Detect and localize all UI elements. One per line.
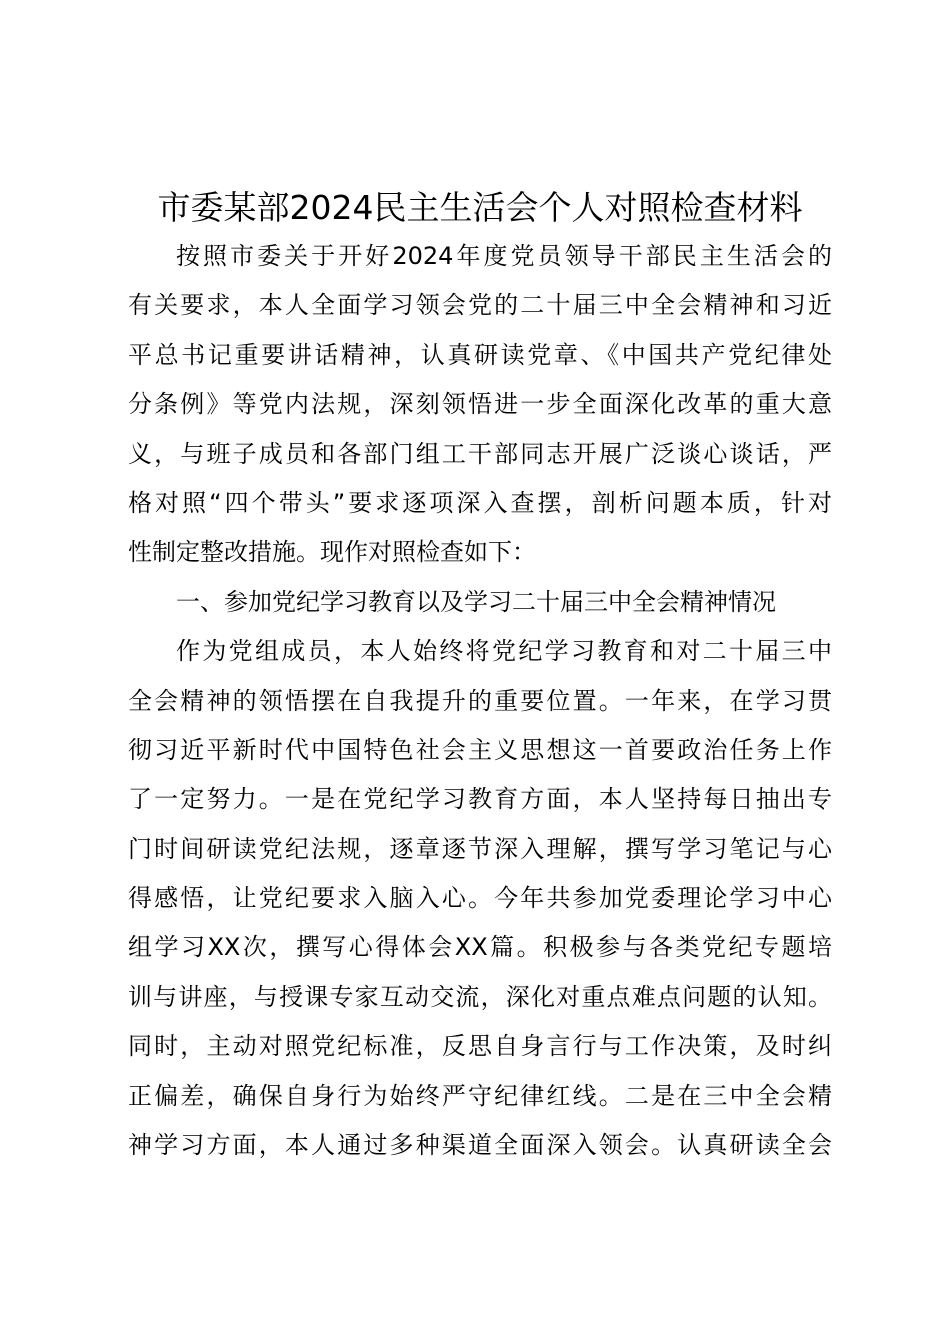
document-title: 市委某部2024民主生活会个人对照检查材料 xyxy=(157,188,803,227)
text-line: 彻习近平新时代中国特色社会主义思想这一首要政治任务上作 xyxy=(128,735,832,764)
text-line: 同时，主动对照党纪标准，反思自身言行与工作决策，及时纠 xyxy=(128,1032,832,1061)
text-line: 作为党组成员，本人始终将党纪学习教育和对二十届三中 xyxy=(176,637,832,666)
document-body xyxy=(128,232,832,1170)
paragraph-section-1 xyxy=(128,627,832,1170)
text-line: 分条例》等党内法规，深刻领悟进一步全面深化改革的重大意 xyxy=(128,390,832,419)
text-line: 正偏差，确保自身行为始终严守纪律红线。二是在三中全会精 xyxy=(128,1081,832,1110)
paragraph-intro xyxy=(128,232,832,578)
text-line: 有关要求，本人全面学习领会党的二十届三中全会精神和习近 xyxy=(128,291,832,320)
text-line: 训与讲座，与授课专家互动交流，深化对重点难点问题的认知。 xyxy=(128,982,832,1011)
text-line: 门时间研读党纪法规，逐章逐节深入理解，撰写学习笔记与心 xyxy=(128,834,832,863)
text-line: 全会精神的领悟摆在自我提升的重要位置。一年来，在学习贯 xyxy=(128,686,832,715)
text-line: 神学习方面，本人通过多种渠道全面深入领会。认真研读全会 xyxy=(128,1131,832,1160)
text-line: 格对照“四个带头”要求逐项深入查摆，剖析问题本质，针对 xyxy=(128,488,832,517)
text-line: 了一定努力。一是在党纪学习教育方面，本人坚持每日抽出专 xyxy=(128,785,832,814)
text-line: 平总书记重要讲话精神，认真研读党章、《中国共产党纪律处 xyxy=(128,340,832,369)
section-heading: 一、参加党纪学习教育以及学习二十届三中全会精神情况 xyxy=(176,587,776,616)
text-line: 按照市委关于开好2024年度党员领导干部民主生活会的 xyxy=(176,242,832,270)
text-line: 组学习XX次，撰写心得体会XX篇。积极参与各类党纪专题培 xyxy=(128,933,832,962)
text-line: 性制定整改措施。现作对照检查如下： xyxy=(128,538,536,567)
text-line: 义，与班子成员和各部门组工干部同志开展广泛谈心谈话，严 xyxy=(128,439,832,468)
text-line: 得感悟，让党纪要求入脑入心。今年共参加党委理论学习中心 xyxy=(128,884,832,913)
